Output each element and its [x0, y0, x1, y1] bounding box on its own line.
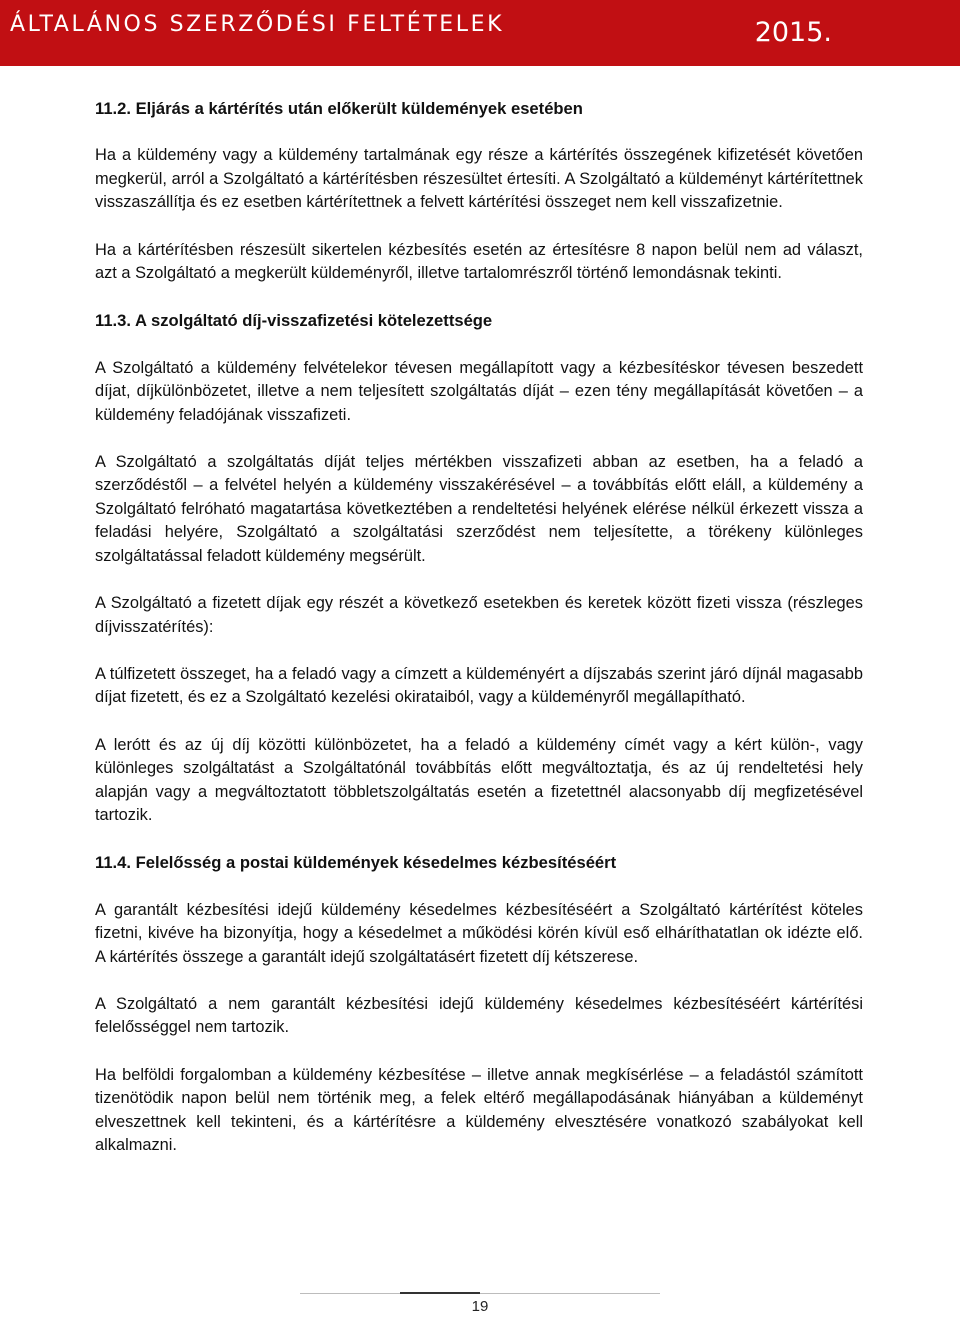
page-footer [0, 1288, 960, 1317]
paragraph: A Szolgáltató a fizetett díjak egy részét a következő esetekben és keretek között fizeti vissza (részleges díjvisszatérítés): [95, 594, 863, 636]
section-11-2 [95, 97, 863, 285]
footer-divider [300, 1293, 660, 1294]
footer-divider-accent [400, 1292, 480, 1294]
section-11-3 [95, 309, 863, 827]
paragraph: A garantált kézbesítési idejű küldemény késedelmes kézbesítéséért a Szolgáltató kártérítést köteles fizetni, kivéve ha bizonyítja, hogy a késedelmet a működési körén kívül eső elháríthatatlan ok idézte elő. A kártérítés összege a garantált idejű szolgáltatásért fizetett díj kétszerese. [95, 900, 863, 966]
section-11-4 [95, 851, 863, 1157]
paragraph: A Szolgáltató a küldemény felvételekor tévesen megállapított vagy a kézbesítéskor tévesen beszedett díjat, díjkülönbözetet, illetve a nem teljesített szolgáltatás díját – ezen tény megállapítását követően – a küldemény feladójának visszafizeti. [95, 358, 863, 424]
header-bar [0, 0, 960, 66]
section-heading: 11.4. Felelősség a postai küldemények késedelmes kézbesítéséért [95, 853, 617, 873]
document-body [95, 97, 863, 1157]
paragraph: Ha a küldemény vagy a küldemény tartalmának egy része a kártérítés összegének kifizetését követően megkerül, arról a Szolgáltató a kártérítésben részesültet értesíti. A Szolgáltató a küldeményt kártérítettnek visszaszállítja és ez esetben kártérítettnek a felvett kártérítési összeget nem kell visszafizetnie. [95, 146, 863, 212]
section-heading: 11.2. Eljárás a kártérítés után előkerült küldemények esetében [95, 99, 583, 118]
paragraph: A Szolgáltató a nem garantált kézbesítési idejű küldemény késedelmes kézbesítéséért kártérítési felelősséggel nem tartozik. [95, 994, 863, 1037]
document-title: ÁLTALÁNOS SZERZŐDÉSI FELTÉTELEK [10, 12, 505, 37]
document-year: 2015. [754, 17, 832, 48]
paragraph: A túlfizetett összeget, ha a feladó vagy a címzett a küldeményért a díjszabás szerint járó díjnál magasabb díjat fizetett, és ez a Szolgáltató kezelési okirataiból, vagy a küldeményről megállapítható. [95, 664, 863, 707]
paragraph: Ha belföldi forgalomban a küldemény kézbesítése – illetve annak megkísérlése – a feladástól számított tizenötödik napon belül nem történik meg, a felek eltérő megállapodásának hiányában a küldeményt elveszettnek kell tekinteni, és a kártérítésre a küldemény elvesztésére vonatkozó szabályokat kell alkalmazni. [95, 1065, 863, 1154]
page-number: 19 [471, 1298, 489, 1315]
section-heading: 11.3. A szolgáltató díj-visszafizetési kötelezettsége [95, 311, 493, 331]
paragraph: A lerótt és az új díj közötti különbözetet, ha a feladó a küldemény címét vagy a kért külön-, vagy különleges szolgáltatást a Szolgáltatónál továbbítás előtt megváltoztatja, és az új rendeltetési hely alapján vagy a megváltoztatott többletszolgáltatás esetén a fizetettnél alacsonyabb díj megfizetésével tartozik. [95, 735, 863, 824]
paragraph: A Szolgáltató a szolgáltatás díját teljes mértékben visszafizeti abban az esetben, ha a feladó a szerződéstől – a felvétel helyén a küldemény visszakérésével – a továbbítás előtt eláll, a küldemény a Szolgáltató felróható magatartása következtében a rendeltetési helyének elérése nélkül érkezett vissza a feladási helyére, Szolgáltató a szolgáltatási szerződést nem teljesítette, a törékeny különleges szolgáltatással feladott küldemény megsérült. [95, 453, 863, 565]
paragraph: Ha a kártérítésben részesült sikertelen kézbesítés esetén az értesítésre 8 napon belül nem ad választ, azt a Szolgáltató a megkerült küldeményről, illetve tartalomrészről történő lemondásnak tekinti. [95, 240, 863, 283]
